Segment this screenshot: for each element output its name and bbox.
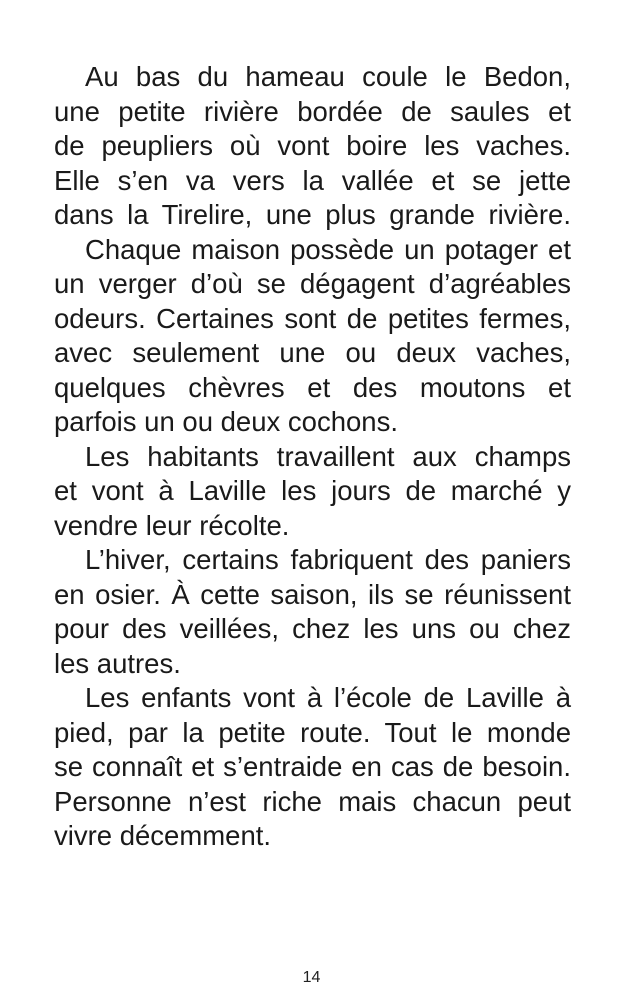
text-line: odeurs. Certaines sont de petites fermes, xyxy=(54,302,571,334)
paragraph xyxy=(54,60,571,233)
paragraph xyxy=(54,681,571,854)
page-number: 14 xyxy=(302,969,321,986)
text-line: en osier. À cette saison, ils se réunissent xyxy=(54,578,571,610)
text-line: Les habitants travaillent aux champs xyxy=(85,440,571,472)
paragraph xyxy=(54,440,571,544)
text-line: un verger d’où se dégagent d’agréables xyxy=(54,268,571,299)
text-line: Personne n’est riche mais chacun peut xyxy=(54,785,571,817)
text-line: Chaque maison possède un potager et xyxy=(85,233,571,265)
paragraph xyxy=(54,233,571,440)
text-line: parfois un ou deux cochons. xyxy=(54,406,398,437)
paragraph xyxy=(54,543,571,681)
text-line: de peupliers où vont boire les vaches. xyxy=(54,130,571,161)
text-line: avec seulement une ou deux vaches, xyxy=(54,337,571,368)
text-line: Au bas du hameau coule le Bedon, xyxy=(85,61,571,92)
text-line: Elle s’en va vers la vallée et se jette xyxy=(54,164,571,196)
text-line: quelques chèvres et des moutons et xyxy=(54,371,571,403)
text-line: pour des veillées, chez les uns ou chez xyxy=(54,613,571,644)
text-line: vendre leur récolte. xyxy=(54,509,290,541)
text-line: pied, par la petite route. Tout le monde xyxy=(54,716,571,748)
text-line: vivre décemment. xyxy=(54,820,272,851)
text-line: les autres. xyxy=(54,647,181,679)
body-text xyxy=(54,60,571,854)
text-line: L’hiver, certains fabriquent des paniers xyxy=(85,544,571,575)
text-line: dans la Tirelire, une plus grande rivière. xyxy=(54,199,571,230)
text-line: une petite rivière bordée de saules et xyxy=(54,95,571,127)
text-line: Les enfants vont à l’école de Laville à xyxy=(85,682,571,713)
text-line: et vont à Laville les jours de marché y xyxy=(54,475,571,506)
text-line: se connaît et s’entraide en cas de besoin. xyxy=(54,751,571,782)
